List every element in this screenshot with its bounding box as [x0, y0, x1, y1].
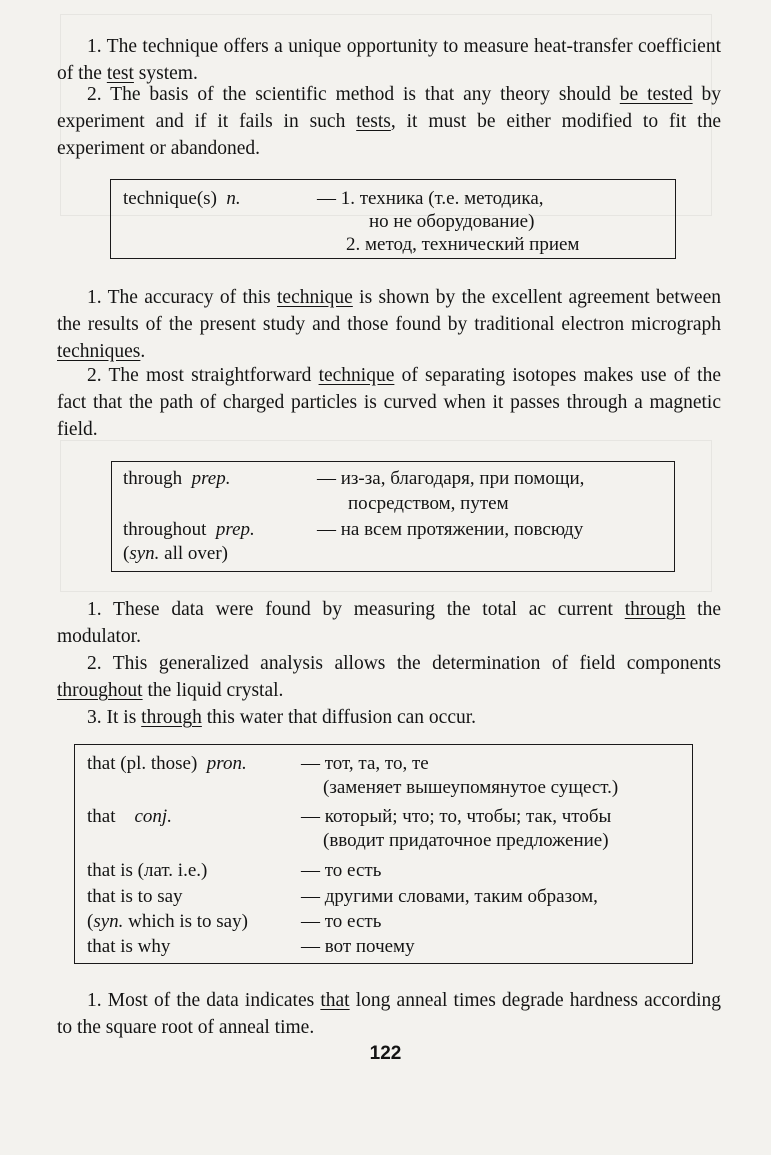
- vocab-definition: — то есть: [301, 860, 382, 881]
- vocabulary-box-technique: [110, 179, 676, 259]
- vocab-definition: — другими словами, таким образом,: [301, 886, 598, 907]
- vocab-definition: — который; что; то, чтобы; так, чтобы: [301, 806, 612, 827]
- vocab-definition: посредством, путем: [348, 493, 509, 514]
- example-sentence: 1. The technique offers a unique opportunity to measure heat-transfer coefficient of the test system.: [57, 36, 721, 84]
- example-sentence: 2. The most straightforward technique of separating isotopes makes use of the fact that the path of charged particles is curved when it passes through a magnetic field.: [57, 365, 721, 440]
- vocab-synonym: (syn. all over): [123, 543, 228, 564]
- vocab-definition: — из-за, благодаря, при помощи,: [317, 468, 585, 489]
- example-sentence: 1. These data were found by measuring the total ac current through the modulator.: [57, 599, 721, 647]
- vocab-definition: — 1. техника (т.е. методика,: [317, 188, 544, 209]
- vocab-term: throughout prep.: [123, 519, 255, 540]
- page-number: 122: [369, 1043, 402, 1064]
- vocabulary-box-through: [111, 461, 675, 572]
- vocab-definition: (вводит придаточное предложение): [323, 830, 609, 851]
- vocab-definition: — на всем протяжении, повсюду: [317, 519, 584, 540]
- example-sentence: 2. The basis of the scientific method is that any theory should be tested by experiment and if it fails in such tests, it must be either modified to fit the experiment or abandoned.: [57, 84, 722, 159]
- vocab-definition: — тот, та, то, те: [301, 753, 429, 774]
- vocab-term: technique(s) n.: [123, 188, 241, 209]
- vocab-definition: — то есть: [301, 911, 382, 932]
- vocab-term: that is why: [87, 936, 171, 957]
- vocab-definition: 2. метод, технический прием: [346, 234, 580, 255]
- vocab-term: that is (лат. i.e.): [87, 860, 208, 881]
- vocab-synonym: (syn. which is to say): [87, 911, 248, 932]
- example-sentence: 1. Most of the data indicates that long anneal times degrade hardness according to the square root of anneal time.: [57, 990, 721, 1038]
- vocab-term: that (pl. those) pron.: [87, 753, 247, 774]
- example-sentence: 2. This generalized analysis allows the determination of field components throughout the liquid crystal.: [57, 653, 721, 701]
- vocab-term: that conj.: [87, 806, 172, 827]
- vocabulary-box-that: [74, 744, 693, 964]
- vocab-definition: но не оборудование): [369, 211, 535, 232]
- vocab-definition: — вот почему: [301, 936, 415, 957]
- vocab-definition: (заменяет вышеупомянутое сущест.): [323, 777, 619, 798]
- example-sentence: 1. The accuracy of this technique is shown by the excellent agreement between the results of the present study and those found by traditional electron micrograph techniques.: [57, 287, 721, 362]
- vocab-term: through prep.: [123, 468, 231, 489]
- vocab-term: that is to say: [87, 886, 183, 907]
- example-sentence: 3. It is through this water that diffusion can occur.: [87, 707, 477, 728]
